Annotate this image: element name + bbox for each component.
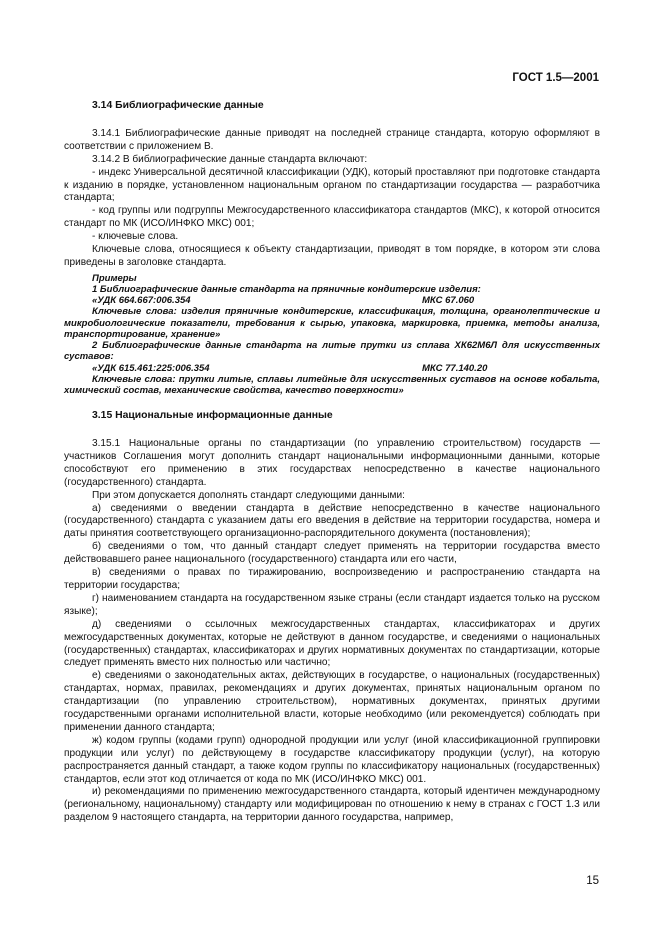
page-content — [64, 96, 600, 825]
paragraph: Ключевые слова, относящиеся к объекту стандартизации, приводят в том порядке, в котором эти слова приведены в заголовке стандарта. — [64, 244, 600, 268]
paragraph: При этом допускается дополнять стандарт следующими данными: — [92, 489, 405, 501]
list-item: е) сведениями о законодательных актах, действующих в государстве, о национальных (государственных) стандартах, нормах, правилах, рекомендациях и других документах, принятых национальным органом по стандартизации (по управлению строительством), нормативных документах, принятых другими государственными органами исполнительной власти, которые необходимо (или рекомендуется) соблюдать при применении данного стандарта; — [64, 670, 600, 733]
example-2-keywords: Ключевые слова: прутки литые, сплавы литейные для искусственных суставов на основе кобальта, химический состав, механические свойства, качество поверхности» — [64, 373, 600, 396]
list-item: ж) кодом группы (кодами групп) однородной продукции или услуг (иной классификационной группировки продукции или услуг) по действующему в государстве классификатору продукции (услуг), на которую распространяется данный стандарт, а также кодом группы по классификатору национальных (государственных) стандартов, если этот код отличается от кода по МК (ИСО/ИНФКО МКС) 001. — [64, 734, 600, 785]
example-2-title: 2 Библиографические данные стандарта на литые прутки из сплава ХК62М6Л для искусственных суставов: — [64, 340, 600, 363]
example-2-codes — [64, 363, 600, 374]
example-1-keywords: Ключевые слова: изделия пряничные кондитерские, классификация, толщина, органолептические и микробиологические показатели, требования к сырью, упаковка, маркировка, приемка, методы анализа, транспортирование, хранение» — [64, 306, 600, 340]
list-item: - индекс Универсальной десятичной классификации (УДК), который проставляют при подготовке стандарта к изданию в порядке, установленном национальным органом по стандартизации государства — разработчика стандарта; — [64, 166, 600, 204]
section-heading-3-15: 3.15 Национальные информационные данные — [92, 410, 333, 422]
example-1-codes — [64, 295, 600, 306]
list-item: в) сведениями о правах по тиражированию, воспроизведению и распространению стандарта на территории государства; — [64, 567, 600, 591]
paragraph: 3.14.2 В библиографические данные стандарта включают: — [92, 153, 368, 165]
document-code: ГОСТ 1.5—2001 — [512, 72, 599, 84]
paragraph: 3.14.1 Библиографические данные приводят на последней странице стандарта, которую оформляют в соответствии с приложением В. — [64, 127, 600, 152]
page-number: 15 — [586, 875, 599, 887]
list-item: д) сведениями о ссылочных межгосударственных стандартах, классификаторах и других межгосударственных документах, которые не действуют в данном государстве, и сведениями о национальных (государственных) стандартах, классификаторах и других нормативных документах по стандартизации, которые следует применять вместо них полностью или частично; — [64, 618, 600, 669]
examples-title: Примеры — [92, 272, 137, 284]
example-2-udk: «УДК 615.461:225:006.354 — [92, 362, 210, 374]
list-item: а) сведениями о введении стандарта в действие непосредственно в качестве национального (государственного) стандарта с указанием даты его введения в действие на территории государства, номера и даты принятия соответствующего организационно-распорядительного документа (постановления); — [64, 502, 600, 540]
list-item: - ключевые слова. — [92, 231, 179, 243]
example-1-udk: «УДК 664.667:006.354 — [92, 295, 191, 307]
list-item: - код группы или подгруппы Межгосударственного классификатора стандартов (МКС), к которой относится стандарт по МК (ИСО/ИНФКО МКС) 001; — [64, 205, 600, 230]
example-1-mks: МКС 67.060 — [422, 295, 475, 307]
examples-block — [64, 273, 600, 396]
example-1-title: 1 Библиографические данные стандарта на пряничные кондитерские изделия: — [92, 284, 481, 296]
list-item: б) сведениями о том, что данный стандарт следует применять на территории государства вместо действовавшего ранее национального (государственного) стандарта или его части, — [64, 541, 600, 566]
example-2-mks: МКС 77.140.20 — [422, 362, 488, 374]
section-heading-3-14: 3.14 Библиографические данные — [92, 100, 264, 111]
paragraph: 3.15.1 Национальные органы по стандартизации (по управлению строительством) государств — участников Соглашения могут дополнить стандарт национальными информационными данными, которые способствуют его применению в этих государствах непосредственно в качестве национального (государственного) стандарта. — [64, 438, 600, 488]
list-item: г) наименованием стандарта на государственном языке страны (если стандарт издается только на русском языке); — [64, 592, 600, 617]
list-item: и) рекомендациями по применению межгосударственного стандарта, который идентичен международному (региональному, национальному) стандарту или модифицирован по отношению к нему в странах с ГОСТ 1.3 или разделом 9 настоящего стандарта, на территории данного государства, например, — [64, 786, 600, 824]
